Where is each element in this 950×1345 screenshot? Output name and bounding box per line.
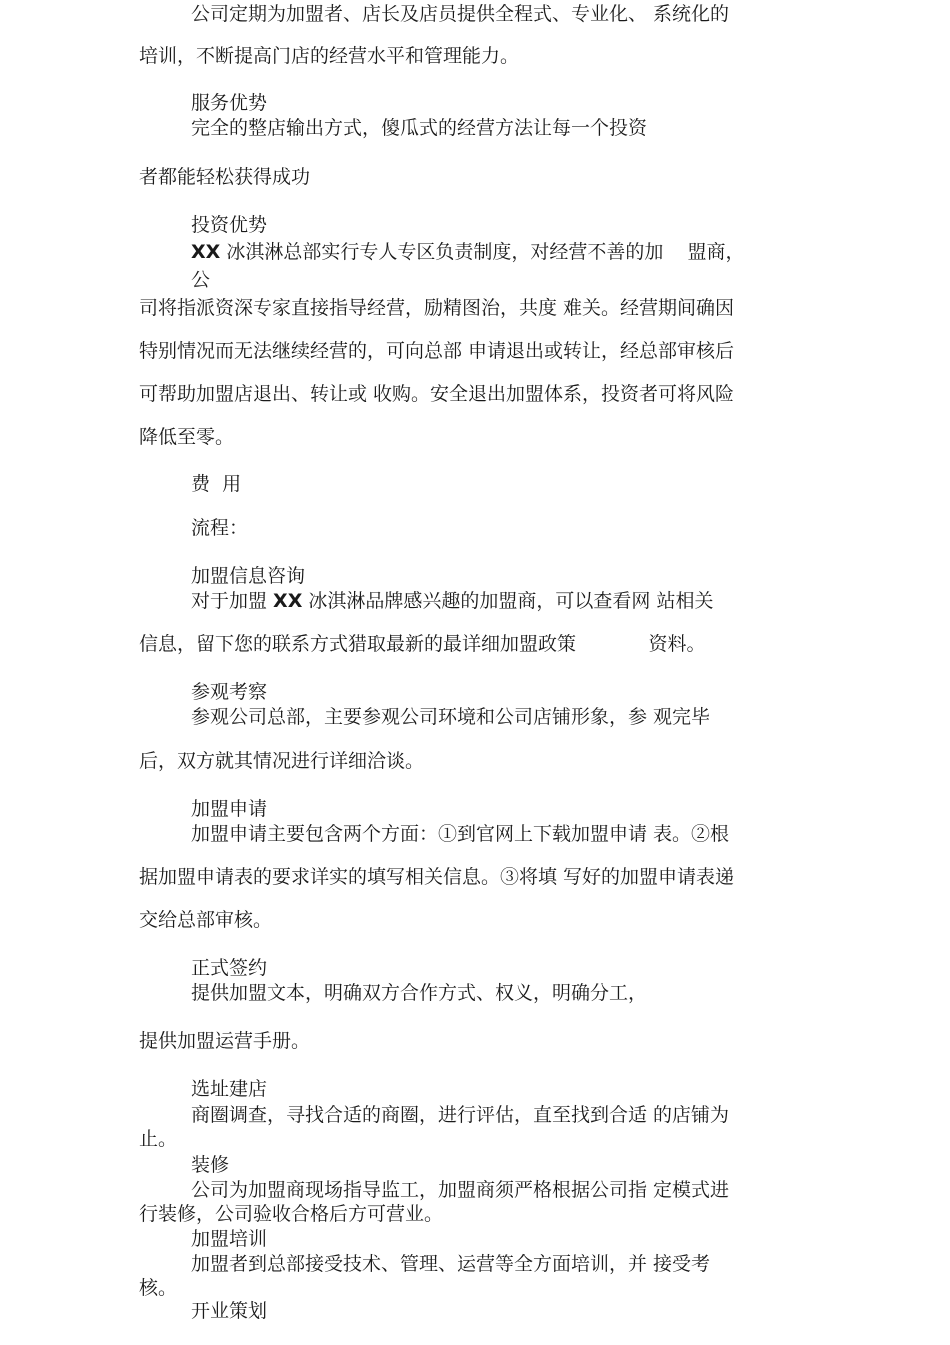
heading-process: 流程： <box>191 517 249 539</box>
heading-site-visit: 参观考察 <box>191 681 268 703</box>
paragraph-application-line: 交给总部审核。 <box>139 909 273 931</box>
paragraph-training-intro-line: 培训，不断提高门店的经营水平和管理能力。 <box>139 45 520 67</box>
paragraph-training-line: 加盟者到总部接受技术、管理、运营等全方面培训，并 接受考 <box>191 1253 711 1275</box>
paragraph-consult-text: 对于加盟 <box>191 590 274 612</box>
paragraph-signing-line: 提供加盟文本，明确双方合作方式、权义，明确分工， <box>191 982 648 1004</box>
paragraph-visit-line: 后，双方就其情况进行详细洽谈。 <box>139 750 425 772</box>
heading-service-advantage: 服务优势 <box>191 92 268 114</box>
heading-franchise-training: 加盟培训 <box>191 1228 268 1250</box>
paragraph-investment-line: 特别情况而无法继续经营的，可向总部 申请退出或转让，经总部审核后 <box>139 340 735 362</box>
paragraph-investment-text: 冰淇淋总部实行专人专区负责制度，对经营不善的加 盟商， <box>220 241 745 263</box>
paragraph-investment-line <box>191 240 745 264</box>
paragraph-investment-line: 公 <box>191 269 211 291</box>
paragraph-service-line: 完全的整店输出方式，傻瓜式的经营方法让每一个投资 <box>191 117 648 139</box>
paragraph-training-line: 核。 <box>139 1277 178 1299</box>
paragraph-signing-line: 提供加盟运营手册。 <box>139 1030 311 1052</box>
paragraph-consult-line <box>191 589 713 613</box>
paragraph-investment-line: 降低至零。 <box>139 426 235 448</box>
heading-site-selection: 选址建店 <box>191 1078 268 1100</box>
paragraph-application-line: 据加盟申请表的要求详实的填写相关信息。③将填 写好的加盟申请表递 <box>139 866 735 888</box>
paragraph-investment-line: 可帮助加盟店退出、转让或 收购。安全退出加盟体系，投资者可将风险 <box>139 383 735 405</box>
paragraph-visit-line: 参观公司总部，主要参观公司环境和公司店铺形象，参 观完毕 <box>191 706 711 728</box>
paragraph-training-intro-line: 公司定期为加盟者、店长及店员提供全程式、专业化、 系统化的 <box>191 3 730 25</box>
paragraph-consult-line: 信息，留下您的联系方式猎取最新的最详细加盟政策 资料。 <box>139 633 706 655</box>
paragraph-decoration-line: 公司为加盟商现场指导监工，加盟商须严格根据公司指 定模式进 <box>191 1179 730 1201</box>
paragraph-consult-text: 冰淇淋品牌感兴趣的加盟商，可以查看网 站相关 <box>302 590 714 612</box>
paragraph-investment-line: 司将指派资深专家直接指导经营，励精图治，共度 难关。经营期间确因 <box>139 297 735 319</box>
heading-formal-signing: 正式签约 <box>191 957 268 979</box>
paragraph-service-line: 者都能轻松获得成功 <box>139 166 311 188</box>
paragraph-application-line: 加盟申请主要包含两个方面：①到官网上下载加盟申请 表。②根 <box>191 823 730 845</box>
heading-investment-advantage: 投资优势 <box>191 214 268 236</box>
brand-placeholder: XX <box>191 241 221 263</box>
paragraph-site-line: 止。 <box>139 1128 178 1150</box>
heading-franchise-application: 加盟申请 <box>191 798 268 820</box>
paragraph-site-line: 商圈调查，寻找合适的商圈，进行评估，直至找到合适 的店铺为 <box>191 1104 730 1126</box>
heading-fee: 费 用 <box>191 473 242 495</box>
heading-decoration: 装修 <box>191 1154 230 1176</box>
heading-opening-plan: 开业策划 <box>191 1300 268 1322</box>
brand-placeholder: XX <box>273 590 303 612</box>
heading-info-consult: 加盟信息咨询 <box>191 565 306 587</box>
paragraph-decoration-line: 行装修，公司验收合格后方可营业。 <box>139 1203 444 1225</box>
